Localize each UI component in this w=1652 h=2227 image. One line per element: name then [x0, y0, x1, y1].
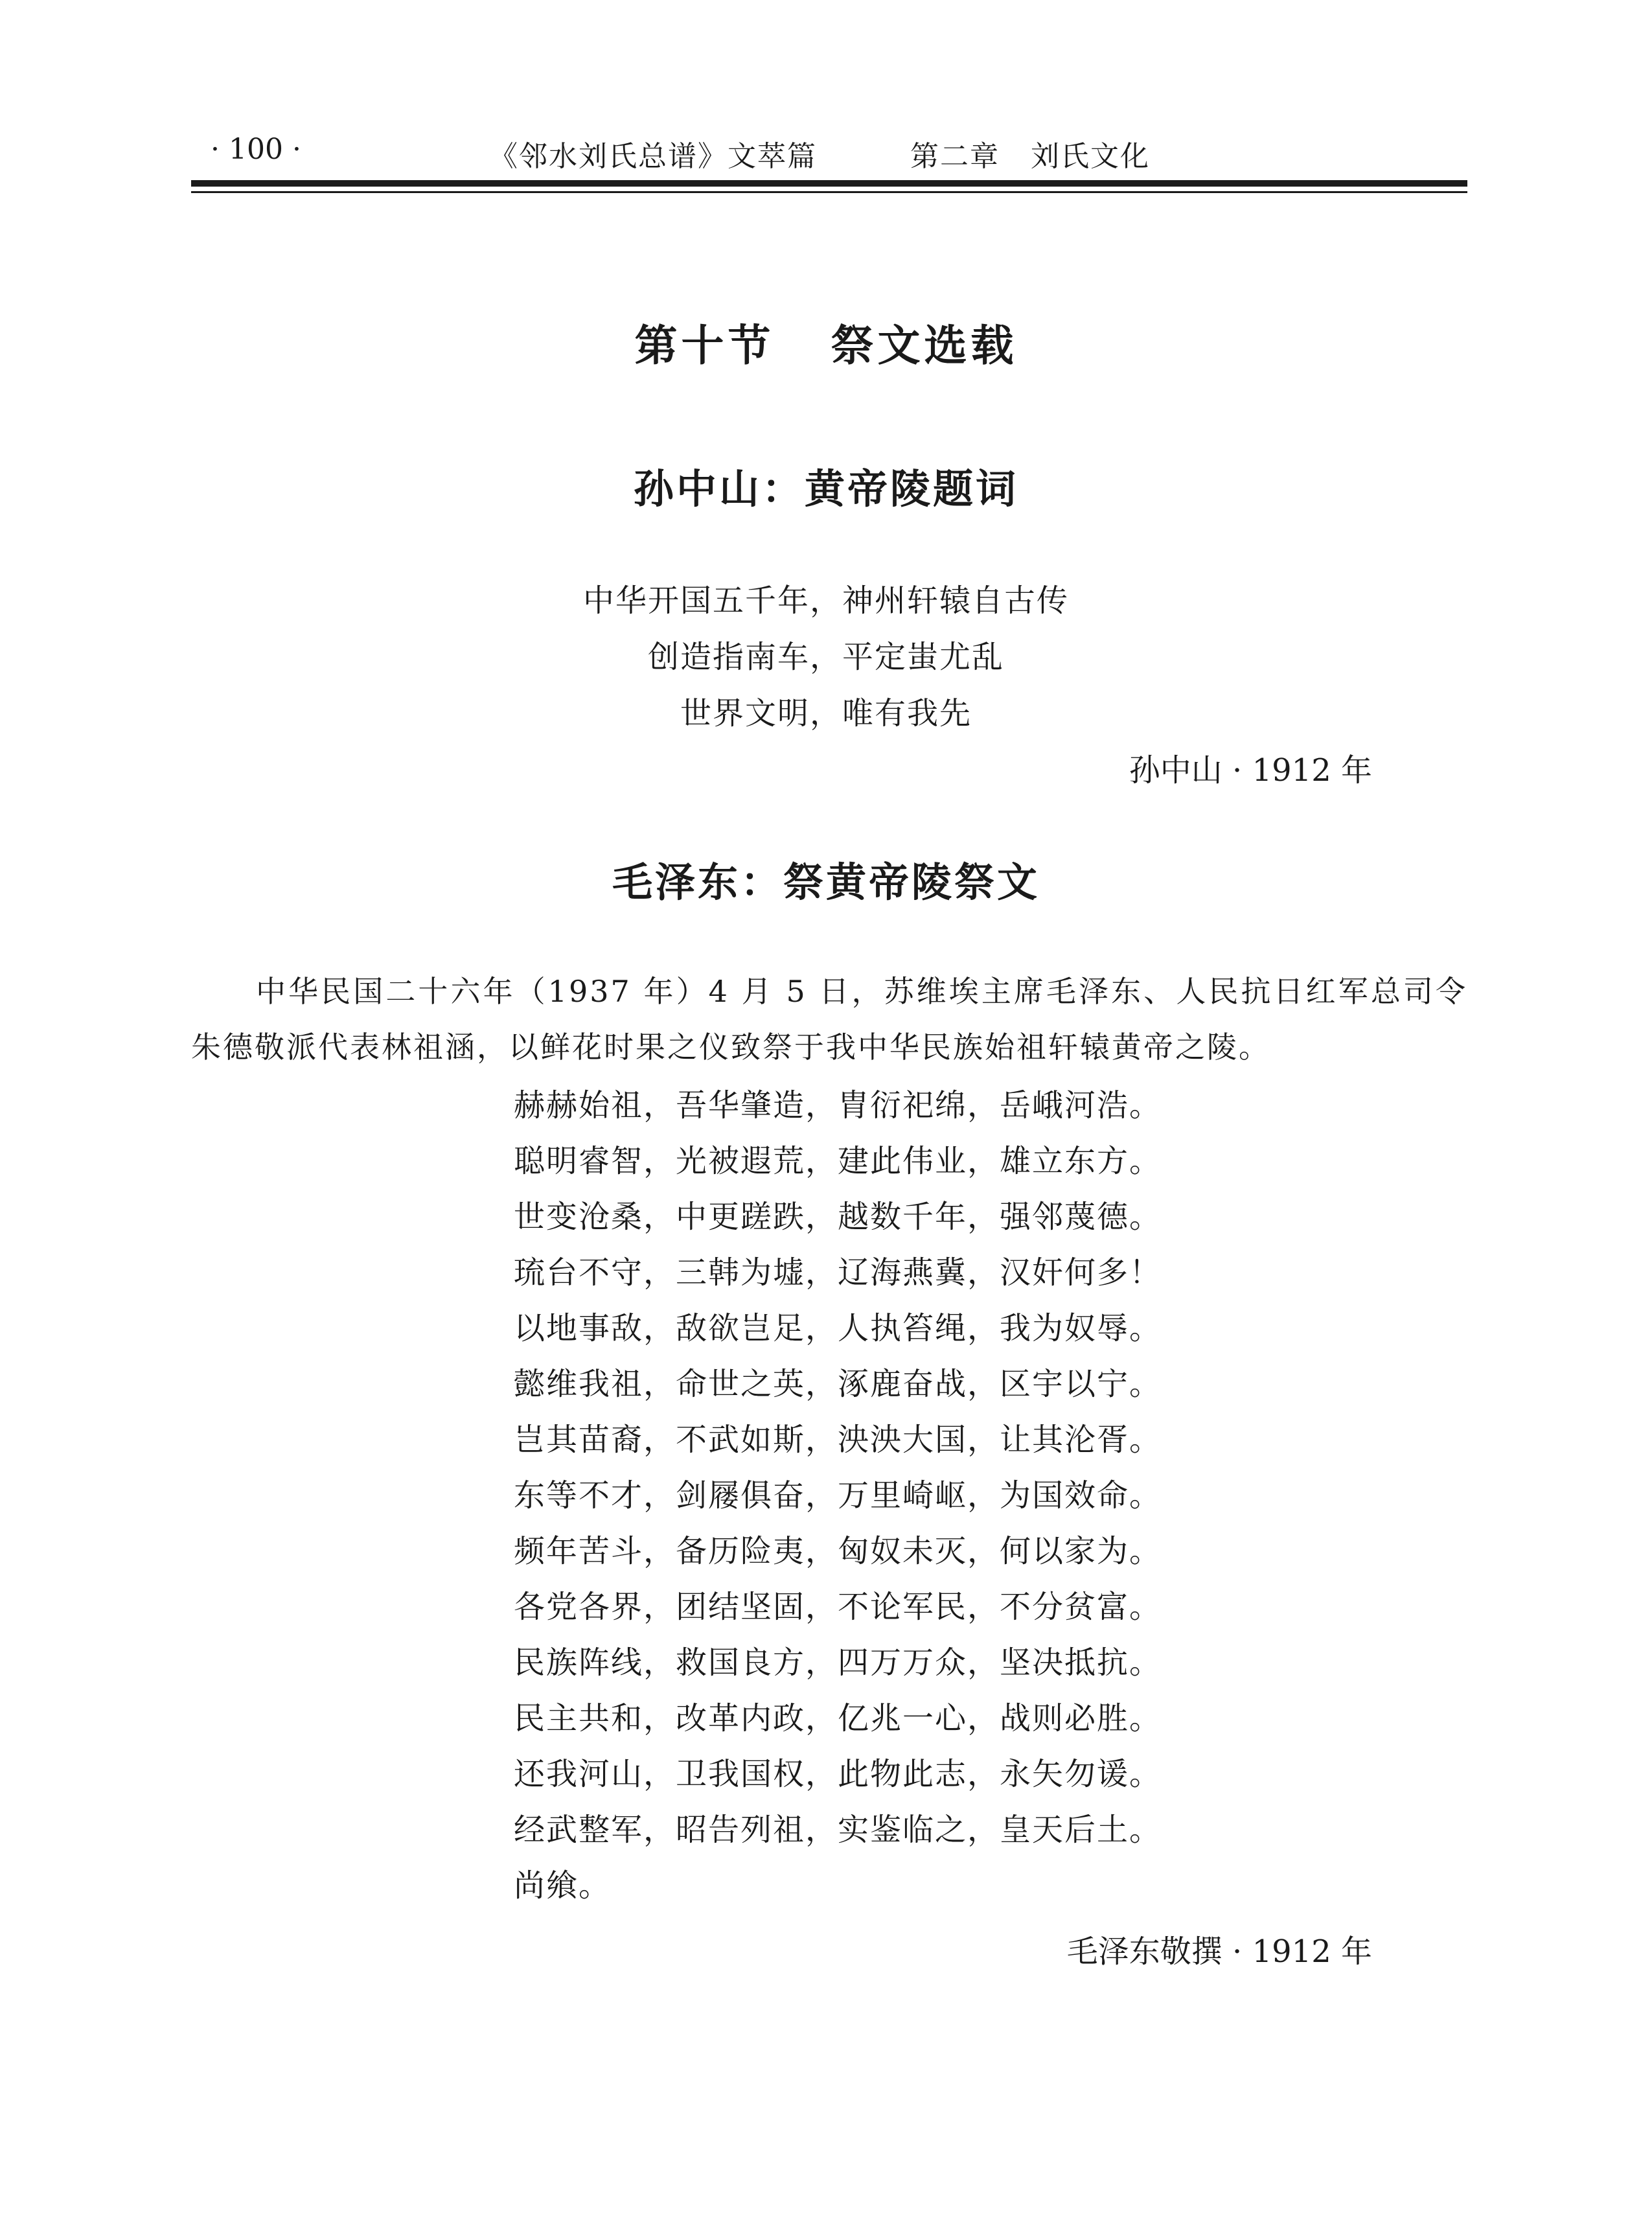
- verse-line: 尚飨。: [514, 1867, 612, 1904]
- verse-line: 东等不才，剑屦俱奋，万里崎岖，为国效命。: [514, 1477, 1162, 1514]
- verse-line: 民族阵线，救国良方，四万万众，坚决抵抗。: [514, 1644, 1162, 1681]
- verse-block: [514, 1078, 1162, 1913]
- article-title-mao: 毛泽东：祭黄帝陵祭文: [612, 859, 1040, 906]
- verse-line: 世变沧桑，中更蹉跌，越数千年，强邻蔑德。: [514, 1199, 1162, 1235]
- section-title: 第十节 祭文选载: [634, 321, 1018, 371]
- intro-paragraph: [191, 963, 1467, 1075]
- chapter-title: 第二章 刘氏文化: [910, 140, 1150, 173]
- inscription-line: 中华开国五千年，神州轩辕自古传: [582, 583, 1069, 619]
- verse-line: 频年苦斗，备历险夷，匈奴未灭，何以家为。: [514, 1533, 1162, 1569]
- page-number: · 100 ·: [211, 133, 301, 166]
- verse-line: 各党各界，团结坚固，不论军民，不分贫富。: [514, 1589, 1162, 1625]
- signature-mao: 毛泽东敬撰 · 1912 年: [1066, 1933, 1372, 1970]
- verse-line: 以地事敌，敌欲岂足，人执笞绳，我为奴辱。: [514, 1310, 1162, 1346]
- verse-line: 经武整军，昭告列祖，实鉴临之，皇天后土。: [514, 1812, 1162, 1848]
- verse-line: 民主共和，改革内政，亿兆一心，战则必胜。: [514, 1700, 1162, 1737]
- verse-line: 还我河山，卫我国权，此物此志，永矢勿谖。: [514, 1756, 1162, 1792]
- intro-text: 中华民国二十六年（1937 年）4 月 5 日，苏维埃主席毛泽东、人民抗日红军总司令朱德敬派代表林祖涵，以鲜花时果之仪致祭于我中华民族始祖轩辕黄帝之陵。: [191, 974, 1467, 1065]
- verse-line: 赫赫始祖，吾华肇造，胄衍祀绵，岳峨河浩。: [514, 1087, 1162, 1124]
- book-title: 《邻水刘氏总谱》文萃篇: [489, 140, 817, 173]
- article-title-sun: 孙中山：黄帝陵题词: [633, 465, 1018, 513]
- header-rule-thin: [191, 191, 1467, 193]
- header-rule-thick: [191, 180, 1467, 187]
- running-header: [191, 133, 1467, 178]
- signature-sun: 孙中山 · 1912 年: [1129, 752, 1372, 789]
- verse-line: 岂其苗裔，不武如斯，泱泱大国，让其沦胥。: [514, 1422, 1162, 1458]
- verse-line: 懿维我祖，命世之英，涿鹿奋战，区宇以宁。: [514, 1366, 1162, 1402]
- verse-line: 琉台不守，三韩为墟，辽海燕冀，汉奸何多！: [514, 1254, 1162, 1291]
- inscription-line: 创造指南车，平定蚩尤乱: [647, 639, 1004, 675]
- verse-line: 聪明睿智，光被遐荒，建此伟业，雄立东方。: [514, 1143, 1162, 1179]
- inscription-line: 世界文明，唯有我先: [680, 695, 972, 732]
